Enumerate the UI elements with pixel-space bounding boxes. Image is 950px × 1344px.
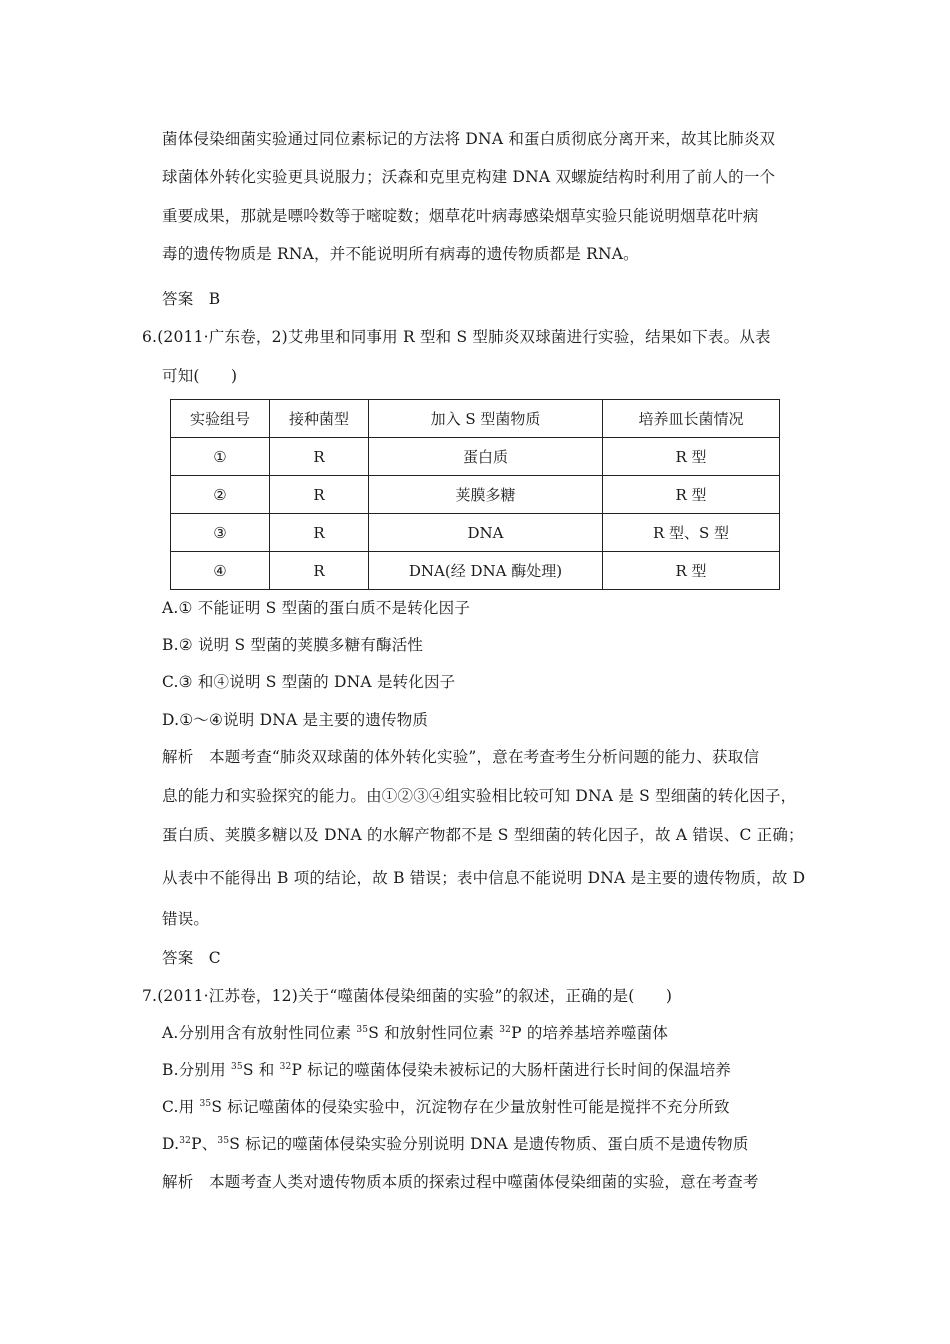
isotope-mass: 32: [179, 1136, 192, 1146]
isotope-mass: 35: [356, 1025, 369, 1035]
isotope-mass: 32: [279, 1062, 292, 1072]
table-cell: ③: [171, 514, 270, 552]
table-row: [171, 476, 780, 514]
table-cell: DNA: [369, 514, 603, 552]
table-cell: R: [270, 514, 369, 552]
option-a: A.① 不能证明 S 型菌的蛋白质不是转化因子: [162, 599, 471, 617]
explanation-line: 蛋白质、荚膜多糖以及 DNA 的水解产物都不是 S 型细菌的转化因子，故 A 错误、C 正确；: [162, 826, 804, 844]
table-cell: R: [270, 438, 369, 476]
table-header-cell: 加入 S 型菌物质: [369, 400, 603, 438]
isotope-mass: 32: [499, 1025, 512, 1035]
table-row: [171, 552, 780, 590]
table-cell: ④: [171, 552, 270, 590]
answer-line: [162, 287, 220, 309]
explanation-line: 菌体侵染细菌实验通过同位素标记的方法将 DNA 和蛋白质彻底分离开来，故其比肺炎双: [162, 130, 776, 148]
table-cell: 荚膜多糖: [369, 476, 603, 514]
explanation-line: 息的能力和实验探究的能力。由①②③④组实验相比较可知 DNA 是 S 型细菌的转化因子，: [162, 787, 797, 805]
option-text: A.分别用含有放射性同位素: [162, 1024, 357, 1042]
table-cell: R: [270, 552, 369, 590]
question-6-stem: 6.(2011·广东卷，2)艾弗里和同事用 R 型和 S 型肺炎双球菌进行实验，结果如下表。从表: [142, 328, 771, 346]
explanation-line: 解析 本题考查人类对遗传物质本质的探索过程中噬菌体侵染细菌的实验，意在考查考: [162, 1173, 759, 1191]
isotope-mass: 35: [217, 1136, 230, 1146]
option-d: [162, 1132, 749, 1154]
table-cell: 蛋白质: [369, 438, 603, 476]
table-cell: R 型: [603, 438, 780, 476]
answer-value: C: [208, 949, 221, 967]
table-header-cell: 接种菌型: [270, 400, 369, 438]
table-cell: R: [270, 476, 369, 514]
option-text: P、: [191, 1135, 218, 1153]
option-b: B.② 说明 S 型菌的荚膜多糖有酶活性: [162, 636, 424, 654]
answer-line: [162, 946, 221, 968]
option-c: [162, 1095, 730, 1117]
table-cell: R 型: [603, 476, 780, 514]
table-cell: R 型: [603, 552, 780, 590]
explanation-line: 重要成果，那就是嘌呤数等于嘧啶数；烟草花叶病毒感染烟草实验只能说明烟草花叶病: [162, 207, 759, 225]
table-cell: ②: [171, 476, 270, 514]
explanation-line: 毒的遗传物质是 RNA，并不能说明所有病毒的遗传物质都是 RNA。: [162, 245, 639, 263]
table-row: [171, 438, 780, 476]
answer-label: 答案: [162, 949, 194, 967]
isotope-mass: 35: [199, 1099, 212, 1109]
table-cell: ①: [171, 438, 270, 476]
option-c: C.③ 和④说明 S 型菌的 DNA 是转化因子: [162, 673, 456, 691]
option-text: S 标记的噬菌体侵染实验分别说明 DNA 是遗传物质、蛋白质不是遗传物质: [229, 1135, 749, 1153]
option-text: S 和放射性同位素: [368, 1024, 500, 1042]
option-text: P 标记的噬菌体侵染未被标记的大肠杆菌进行长时间的保温培养: [291, 1061, 732, 1079]
option-text: S 和: [242, 1061, 280, 1079]
table-header-cell: 培养皿长菌情况: [603, 400, 780, 438]
option-d: D.①～④说明 DNA 是主要的遗传物质: [162, 711, 429, 729]
table-cell: DNA(经 DNA 酶处理): [369, 552, 603, 590]
option-text: D.: [162, 1135, 180, 1153]
explanation-line: 错误。: [162, 910, 210, 928]
explanation-line: 从表中不能得出 B 项的结论，故 B 错误；表中信息不能说明 DNA 是主要的遗传物质，故 D: [162, 869, 806, 887]
experiment-table: [170, 399, 780, 590]
explanation-line: 球菌体外转化实验更具说服力；沃森和克里克构建 DNA 双螺旋结构时利用了前人的一个: [162, 168, 776, 186]
answer-value: B: [208, 290, 221, 308]
table-cell: R 型、S 型: [603, 514, 780, 552]
option-text: B.分别用: [162, 1061, 231, 1079]
isotope-mass: 35: [230, 1062, 243, 1072]
explanation-line: 解析 本题考查“肺炎双球菌的体外转化实验”，意在考查考生分析问题的能力、获取信: [162, 748, 760, 766]
table-header-row: [171, 400, 780, 438]
question-6-stem-cont: 可知( ): [162, 367, 238, 385]
answer-label: 答案: [162, 290, 194, 308]
option-b: [162, 1058, 731, 1080]
option-text: P 的培养基培养噬菌体: [511, 1024, 669, 1042]
option-text: C.用: [162, 1098, 200, 1116]
table-header-cell: 实验组号: [171, 400, 270, 438]
question-7-stem: 7.(2011·江苏卷，12)关于“噬菌体侵染细菌的实验”的叙述，正确的是( ): [142, 987, 673, 1005]
option-a: [162, 1021, 668, 1043]
option-text: S 标记噬菌体的侵染实验中，沉淀物存在少量放射性可能是搅拌不充分所致: [211, 1098, 730, 1116]
table-row: [171, 514, 780, 552]
